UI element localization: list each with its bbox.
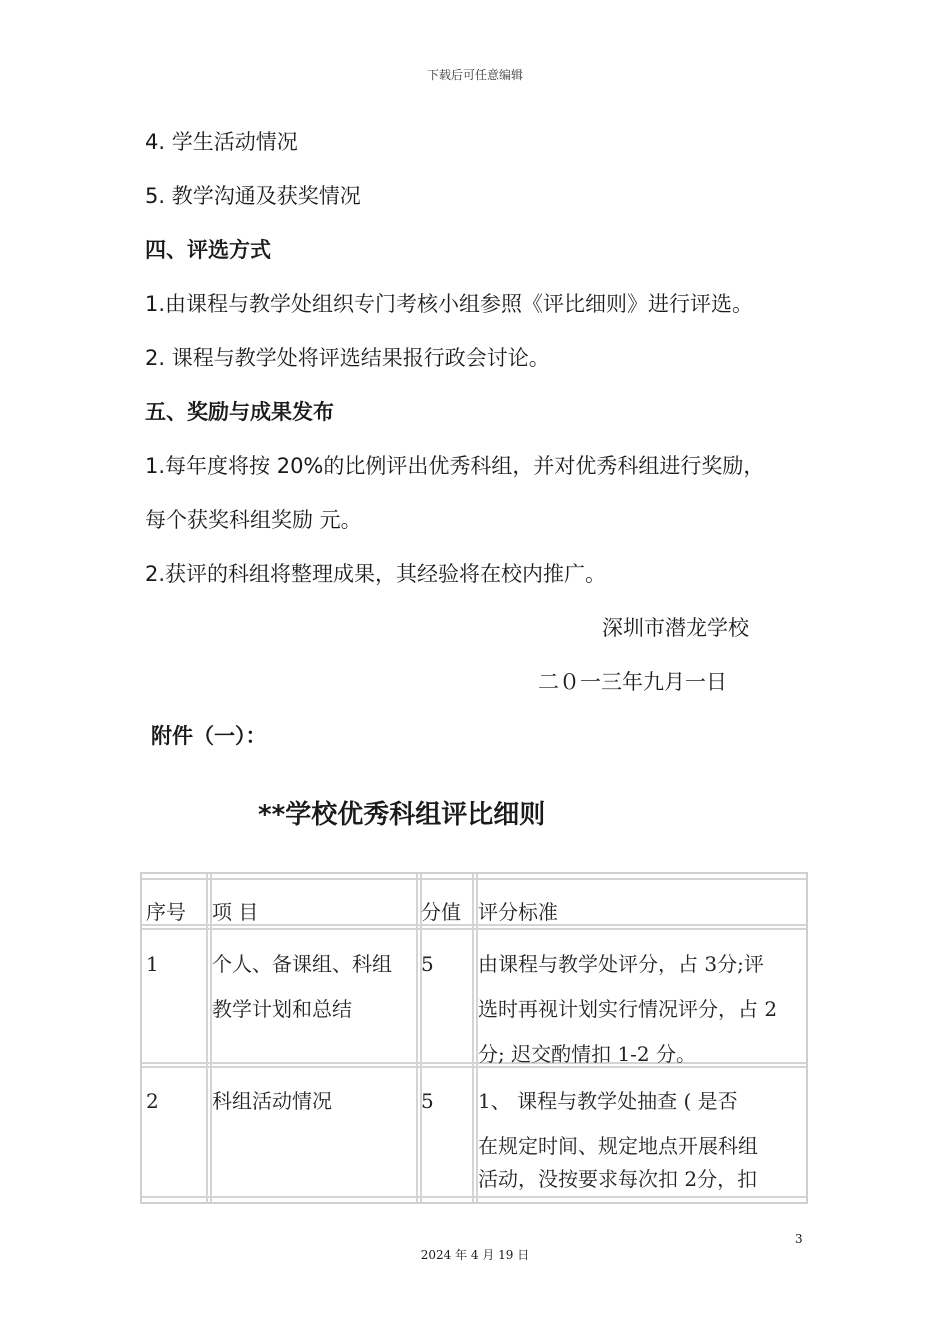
- document-title: **学校优秀科组评比细则: [258, 800, 546, 830]
- row1-criteria-line3: 分; 迟交酌情扣 1-2 分。: [478, 1042, 697, 1066]
- header-score: 分值: [421, 900, 461, 924]
- row1-criteria-line1: 由课程与教学处评分，占 3分;评: [478, 952, 764, 976]
- signature-date: 二０一三年九月一日: [538, 670, 727, 694]
- row2-criteria-line1: 1、 课程与教学处抽查 ( 是否: [478, 1089, 738, 1113]
- row2-item: 科组活动情况: [212, 1089, 332, 1113]
- annex-label: 附件（一）：: [151, 724, 267, 748]
- page-number: 3: [795, 1232, 803, 1246]
- signature-school: 深圳市潜龙学校: [602, 616, 749, 640]
- row1-no: 1: [146, 952, 159, 976]
- paragraph-selection-2: 2. 课程与教学处将评选结果报行政会讨论。: [145, 346, 550, 370]
- list-item-4: 4. 学生活动情况: [145, 130, 298, 154]
- row1-item-line1: 个人、备课组、科组: [212, 952, 392, 976]
- table-divider: [142, 1066, 806, 1068]
- footer-date: 2024 年 4 月 19 日: [420, 1248, 530, 1262]
- page-header: 下载后可任意编辑: [426, 68, 523, 82]
- header-no: 序号: [146, 900, 186, 924]
- table-divider: [142, 1062, 806, 1064]
- row1-criteria-line2: 选时再视计划实行情况评分，占 2: [478, 997, 778, 1021]
- section-heading-selection: 四、评选方式: [145, 238, 271, 262]
- section-heading-rewards: 五、奖励与成果发布: [145, 400, 334, 424]
- paragraph-rewards-2: 2.获评的科组将整理成果，其经验将在校内推广。: [145, 562, 607, 586]
- header-criteria: 评分标准: [478, 900, 558, 924]
- paragraph-rewards-1: 1.每年度将按 20%的比例评出优秀科组，并对优秀科组进行奖励，: [145, 454, 765, 478]
- row1-score: 5: [421, 952, 434, 976]
- paragraph-selection-1: 1.由课程与教学处组织专门考核小组参照《评比细则》进行评选。: [145, 292, 754, 316]
- criteria-table: [140, 872, 808, 1204]
- row2-criteria-line3: 活动，没按要求每次扣 2分，扣: [478, 1167, 758, 1191]
- paragraph-rewards-1-cont: 每个获奖科组奖励 元。: [145, 508, 362, 532]
- row2-no: 2: [146, 1089, 159, 1113]
- row2-criteria-line2: 在规定时间、规定地点开展科组: [478, 1134, 758, 1158]
- row2-score: 5: [421, 1089, 434, 1113]
- table-divider: [142, 878, 806, 880]
- list-item-5: 5. 教学沟通及获奖情况: [145, 184, 361, 208]
- row1-item-line2: 教学计划和总结: [212, 997, 352, 1021]
- header-item: 项 目: [212, 900, 259, 924]
